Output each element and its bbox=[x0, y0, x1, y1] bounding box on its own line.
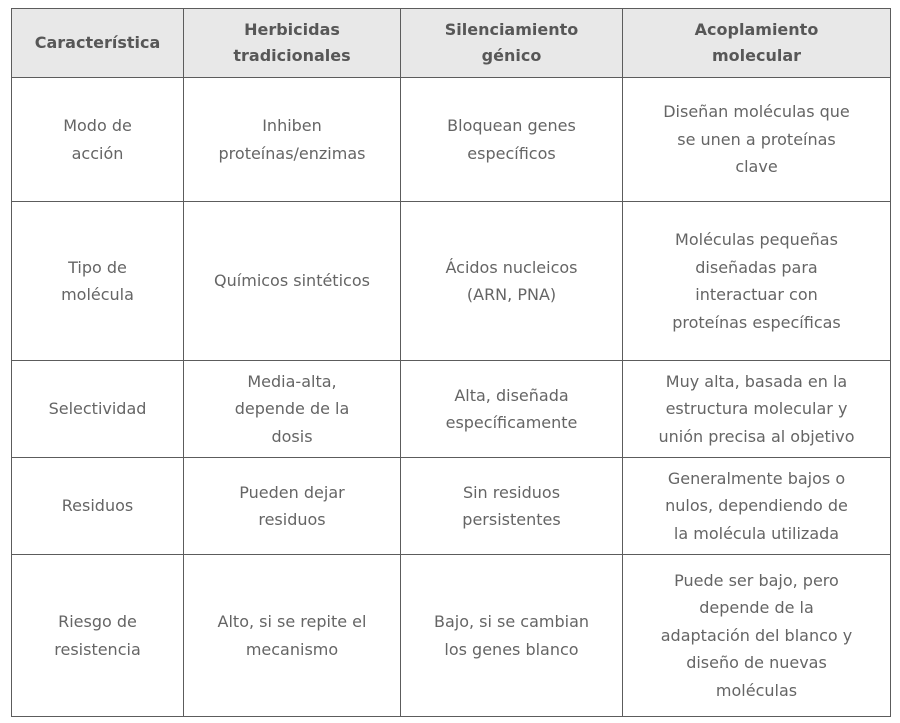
cell-text: Tipo de bbox=[68, 257, 127, 277]
table-cell bbox=[184, 202, 401, 361]
cell-text: residuos bbox=[258, 510, 326, 529]
header-cell-acoplamiento-molecular bbox=[623, 9, 891, 78]
header-text: tradicionales bbox=[233, 46, 351, 65]
table-cell bbox=[12, 78, 184, 202]
cell-text: molécula bbox=[61, 285, 134, 304]
cell-text: Alta, diseñada bbox=[454, 385, 569, 405]
cell-text: Ácidos nucleicos bbox=[445, 257, 578, 277]
cell-text: nulos, dependiendo de bbox=[665, 496, 848, 516]
cell-text: Sin residuos bbox=[462, 482, 561, 502]
table-body bbox=[12, 78, 891, 717]
table-cell bbox=[401, 202, 623, 361]
header-text: Silenciamiento bbox=[444, 20, 579, 39]
cell-text: resistencia bbox=[54, 639, 141, 659]
header-cell-herbicidas-tradicionales bbox=[184, 9, 401, 78]
cell-text: Pueden dejar bbox=[239, 482, 345, 502]
cell-text: persistentes bbox=[462, 510, 561, 529]
header-row bbox=[12, 9, 891, 78]
table-row bbox=[12, 202, 891, 361]
cell-text: diseñadas para bbox=[695, 257, 818, 277]
cell-text: Inhiben bbox=[262, 116, 322, 135]
table-cell bbox=[12, 555, 184, 717]
cell-text: depende de la bbox=[234, 399, 350, 419]
cell-text: unión precisa al objetivo bbox=[658, 426, 855, 446]
cell-text: la molécula utilizada bbox=[673, 523, 840, 543]
cell-text: Media-alta, bbox=[247, 371, 337, 391]
cell-text: interactuar con bbox=[695, 285, 818, 304]
cell-text: Riesgo de bbox=[58, 612, 137, 631]
cell-text: acción bbox=[71, 143, 124, 163]
cell-text: Residuos bbox=[61, 496, 134, 516]
table-row bbox=[12, 361, 891, 458]
cell-text: Moléculas pequeñas bbox=[675, 230, 838, 249]
header-text: génico bbox=[481, 46, 542, 65]
header-text: Herbicidas bbox=[244, 20, 340, 39]
table-cell bbox=[401, 555, 623, 717]
cell-text: Muy alta, basada en la bbox=[665, 371, 848, 391]
cell-text: dosis bbox=[271, 426, 313, 446]
table-cell bbox=[401, 458, 623, 555]
cell-text: Alto, si se repite el bbox=[217, 612, 367, 631]
header-cell-silenciamiento-genico bbox=[401, 9, 623, 78]
cell-text: Químicos sintéticos bbox=[214, 271, 370, 291]
cell-text: Bajo, si se cambian bbox=[433, 612, 590, 631]
header-cell-caracteristica bbox=[12, 9, 184, 78]
cell-text: estructura molecular y bbox=[665, 399, 848, 419]
table-header bbox=[12, 9, 891, 78]
cell-text: mecanismo bbox=[245, 639, 339, 659]
cell-text: proteínas/enzimas bbox=[218, 143, 366, 163]
table-cell bbox=[401, 361, 623, 458]
cell-text: depende de la bbox=[699, 598, 814, 618]
table-cell bbox=[623, 458, 891, 555]
cell-text: Selectividad bbox=[48, 399, 147, 419]
cell-text: específicos bbox=[467, 143, 556, 163]
table-cell bbox=[12, 458, 184, 555]
cell-text: Puede ser bajo, pero bbox=[674, 570, 839, 590]
table-row bbox=[12, 555, 891, 717]
table-cell bbox=[12, 361, 184, 458]
table-cell bbox=[184, 555, 401, 717]
cell-text: diseño de nuevas bbox=[686, 653, 827, 673]
table-cell bbox=[623, 361, 891, 458]
header-text: Característica bbox=[34, 33, 161, 52]
cell-text: clave bbox=[735, 157, 778, 177]
table-row bbox=[12, 458, 891, 555]
table-cell bbox=[623, 202, 891, 361]
header-text: Acoplamiento bbox=[694, 20, 819, 39]
table-row bbox=[12, 78, 891, 202]
cell-text: proteínas específicas bbox=[672, 312, 841, 332]
cell-text: Generalmente bajos o bbox=[667, 468, 846, 488]
table-cell bbox=[623, 78, 891, 202]
cell-text: Diseñan moléculas que bbox=[663, 102, 850, 122]
table-cell bbox=[184, 361, 401, 458]
cell-text: los genes blanco bbox=[444, 639, 579, 659]
cell-text: Bloquean genes bbox=[447, 116, 576, 135]
cell-text: Modo de bbox=[63, 116, 132, 135]
table-cell bbox=[401, 78, 623, 202]
table-cell bbox=[623, 555, 891, 717]
cell-text: moléculas bbox=[715, 680, 798, 700]
table-cell bbox=[184, 458, 401, 555]
table-cell bbox=[184, 78, 401, 202]
comparison-table bbox=[11, 8, 891, 717]
header-text: molecular bbox=[711, 46, 802, 65]
cell-text: se unen a proteínas bbox=[677, 129, 836, 149]
cell-text: adaptación del blanco y bbox=[660, 625, 853, 645]
cell-text: (ARN, PNA) bbox=[466, 285, 557, 304]
cell-text: específicamente bbox=[445, 413, 578, 432]
table-cell bbox=[12, 202, 184, 361]
